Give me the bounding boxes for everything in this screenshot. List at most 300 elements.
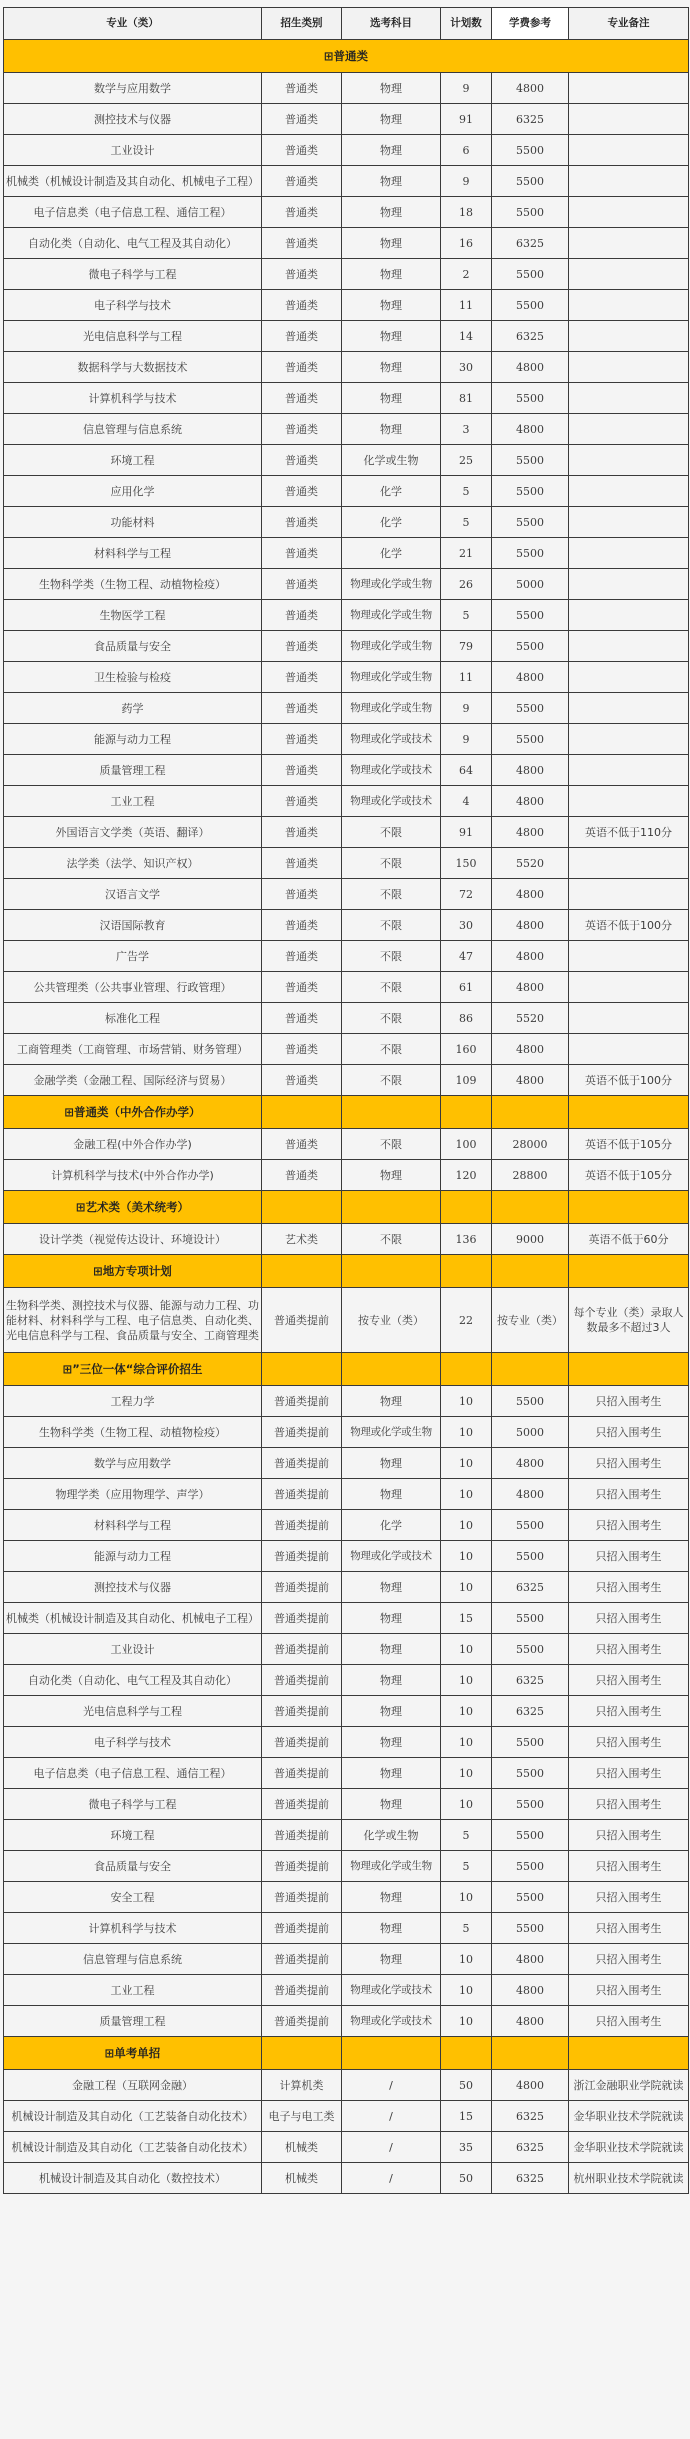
table-row xyxy=(4,1288,689,1353)
cell-plan-count: 4 xyxy=(441,786,492,817)
cell-subjects: 物理 xyxy=(342,1448,441,1479)
cell-tuition: 5500 xyxy=(492,1758,569,1789)
cell-subjects: 不限 xyxy=(342,817,441,848)
table-row xyxy=(4,2006,689,2037)
cell-admission-type: 普通类提前 xyxy=(262,1541,342,1572)
cell-subjects: 不限 xyxy=(342,1034,441,1065)
cell-admission-type: 普通类 xyxy=(262,910,342,941)
cell-subjects: 物理 xyxy=(342,135,441,166)
section-header-row[interactable] xyxy=(4,1353,689,1386)
cell-plan-count: 21 xyxy=(441,538,492,569)
cell-major: 光电信息科学与工程 xyxy=(4,1696,262,1727)
cell-tuition: 5500 xyxy=(492,507,569,538)
cell-tuition: 4800 xyxy=(492,755,569,786)
cell-major: 测控技术与仪器 xyxy=(4,104,262,135)
table-row xyxy=(4,972,689,1003)
cell-tuition: 6325 xyxy=(492,104,569,135)
cell-subjects: 物理或化学或生物 xyxy=(342,662,441,693)
cell-tuition: 4800 xyxy=(492,1944,569,1975)
cell-subjects: 物理 xyxy=(342,1634,441,1665)
cell-tuition: 5500 xyxy=(492,1603,569,1634)
cell-major: 能源与动力工程 xyxy=(4,1541,262,1572)
table-row xyxy=(4,786,689,817)
cell-remarks: 英语不低于110分 xyxy=(569,817,689,848)
cell-remarks: 杭州职业技术学院就读 xyxy=(569,2163,689,2194)
cell-plan-count: 30 xyxy=(441,910,492,941)
cell-tuition: 4800 xyxy=(492,910,569,941)
cell-admission-type: 电子与电工类 xyxy=(262,2101,342,2132)
table-row xyxy=(4,1975,689,2006)
table-row xyxy=(4,507,689,538)
table-row xyxy=(4,1913,689,1944)
cell-admission-type: 普通类 xyxy=(262,1160,342,1191)
table-header-row xyxy=(4,8,689,40)
section-empty-cell xyxy=(342,1096,441,1129)
table-row xyxy=(4,724,689,755)
cell-plan-count: 30 xyxy=(441,352,492,383)
section-empty-cell xyxy=(262,2037,342,2070)
cell-tuition: 5500 xyxy=(492,631,569,662)
table-row xyxy=(4,1386,689,1417)
cell-remarks: 只招入围考生 xyxy=(569,1758,689,1789)
table-row xyxy=(4,1417,689,1448)
cell-remarks xyxy=(569,135,689,166)
cell-tuition: 4800 xyxy=(492,73,569,104)
cell-major: 卫生检验与检疫 xyxy=(4,662,262,693)
table-row xyxy=(4,1789,689,1820)
cell-subjects: 不限 xyxy=(342,1065,441,1096)
cell-admission-type: 普通类 xyxy=(262,600,342,631)
cell-tuition: 4800 xyxy=(492,1034,569,1065)
cell-remarks: 只招入围考生 xyxy=(569,1479,689,1510)
cell-major: 设计学类（视觉传达设计、环境设计） xyxy=(4,1224,262,1255)
table-row xyxy=(4,290,689,321)
section-empty-cell xyxy=(262,1096,342,1129)
header-plan-count: 计划数 xyxy=(441,8,492,40)
cell-remarks xyxy=(569,848,689,879)
cell-major: 外国语言文学类（英语、翻译） xyxy=(4,817,262,848)
cell-plan-count: 150 xyxy=(441,848,492,879)
table-row xyxy=(4,879,689,910)
cell-major: 机械设计制造及其自动化（工艺装备自动化技术） xyxy=(4,2101,262,2132)
cell-admission-type: 机械类 xyxy=(262,2163,342,2194)
cell-tuition: 5000 xyxy=(492,1417,569,1448)
cell-plan-count: 10 xyxy=(441,2006,492,2037)
table-row xyxy=(4,414,689,445)
cell-major: 电子信息类（电子信息工程、通信工程） xyxy=(4,1758,262,1789)
cell-remarks xyxy=(569,569,689,600)
cell-subjects: 物理 xyxy=(342,259,441,290)
cell-major: 电子信息类（电子信息工程、通信工程） xyxy=(4,197,262,228)
cell-plan-count: 10 xyxy=(441,1479,492,1510)
cell-remarks: 英语不低于100分 xyxy=(569,910,689,941)
cell-admission-type: 普通类 xyxy=(262,135,342,166)
cell-plan-count: 10 xyxy=(441,1386,492,1417)
cell-subjects: 物理 xyxy=(342,104,441,135)
cell-plan-count: 5 xyxy=(441,1851,492,1882)
cell-subjects: 物理 xyxy=(342,228,441,259)
cell-tuition: 5500 xyxy=(492,166,569,197)
cell-tuition: 4800 xyxy=(492,1448,569,1479)
cell-remarks xyxy=(569,73,689,104)
cell-admission-type: 普通类提前 xyxy=(262,1417,342,1448)
section-header-row[interactable] xyxy=(4,40,689,73)
cell-admission-type: 普通类提前 xyxy=(262,1665,342,1696)
cell-admission-type: 普通类 xyxy=(262,414,342,445)
cell-subjects: 物理 xyxy=(342,352,441,383)
cell-plan-count: 91 xyxy=(441,817,492,848)
cell-admission-type: 普通类 xyxy=(262,879,342,910)
cell-remarks: 只招入围考生 xyxy=(569,1789,689,1820)
cell-subjects: 物理 xyxy=(342,1789,441,1820)
cell-subjects: 物理 xyxy=(342,290,441,321)
table-row xyxy=(4,2070,689,2101)
table-row xyxy=(4,352,689,383)
cell-admission-type: 普通类提前 xyxy=(262,1448,342,1479)
table-row xyxy=(4,1727,689,1758)
cell-admission-type: 普通类 xyxy=(262,383,342,414)
cell-admission-type: 普通类提前 xyxy=(262,1758,342,1789)
cell-tuition: 28000 xyxy=(492,1129,569,1160)
cell-plan-count: 50 xyxy=(441,2163,492,2194)
cell-tuition: 28800 xyxy=(492,1160,569,1191)
section-title[interactable]: ⊞地方专项计划 xyxy=(4,1255,262,1288)
cell-major: 数学与应用数学 xyxy=(4,1448,262,1479)
cell-tuition: 4800 xyxy=(492,414,569,445)
table-row xyxy=(4,1758,689,1789)
table-row xyxy=(4,259,689,290)
cell-admission-type: 普通类提前 xyxy=(262,1944,342,1975)
cell-plan-count: 5 xyxy=(441,507,492,538)
cell-subjects: 化学 xyxy=(342,538,441,569)
table-row xyxy=(4,848,689,879)
cell-major: 广告学 xyxy=(4,941,262,972)
cell-major: 材料科学与工程 xyxy=(4,538,262,569)
cell-subjects: / xyxy=(342,2132,441,2163)
table-row xyxy=(4,662,689,693)
cell-remarks xyxy=(569,1003,689,1034)
table-row xyxy=(4,1665,689,1696)
cell-subjects: 化学 xyxy=(342,1510,441,1541)
cell-tuition: 6325 xyxy=(492,228,569,259)
cell-subjects: 不限 xyxy=(342,879,441,910)
table-row xyxy=(4,166,689,197)
cell-major: 功能材料 xyxy=(4,507,262,538)
cell-subjects: 物理 xyxy=(342,166,441,197)
cell-remarks: 只招入围考生 xyxy=(569,1696,689,1727)
cell-remarks xyxy=(569,879,689,910)
cell-plan-count: 120 xyxy=(441,1160,492,1191)
cell-subjects: 物理或化学或技术 xyxy=(342,724,441,755)
section-title[interactable]: ⊞”三位一体“综合评价招生 xyxy=(4,1353,262,1386)
cell-major: 生物科学类（生物工程、动植物检疫） xyxy=(4,1417,262,1448)
cell-subjects: 物理 xyxy=(342,1944,441,1975)
cell-major: 药学 xyxy=(4,693,262,724)
cell-tuition: 4800 xyxy=(492,662,569,693)
cell-subjects: 物理 xyxy=(342,321,441,352)
cell-plan-count: 16 xyxy=(441,228,492,259)
table-row xyxy=(4,1603,689,1634)
cell-major: 机械类（机械设计制造及其自动化、机械电子工程） xyxy=(4,1603,262,1634)
cell-admission-type: 普通类提前 xyxy=(262,1913,342,1944)
cell-tuition: 5500 xyxy=(492,135,569,166)
cell-major: 电子科学与技术 xyxy=(4,290,262,321)
cell-remarks: 只招入围考生 xyxy=(569,1417,689,1448)
cell-subjects: / xyxy=(342,2163,441,2194)
section-header-row[interactable] xyxy=(4,1191,689,1224)
section-empty-cell xyxy=(441,1353,492,1386)
cell-tuition: 4800 xyxy=(492,941,569,972)
cell-subjects: 物理或化学或生物 xyxy=(342,1417,441,1448)
cell-subjects: 不限 xyxy=(342,1003,441,1034)
cell-major: 物理学类（应用物理学、声学） xyxy=(4,1479,262,1510)
cell-admission-type: 普通类提前 xyxy=(262,1510,342,1541)
cell-remarks: 只招入围考生 xyxy=(569,1851,689,1882)
section-empty-cell xyxy=(342,1353,441,1386)
cell-remarks: 只招入围考生 xyxy=(569,1634,689,1665)
cell-plan-count: 79 xyxy=(441,631,492,662)
cell-plan-count: 18 xyxy=(441,197,492,228)
cell-subjects: 不限 xyxy=(342,941,441,972)
cell-remarks: 只招入围考生 xyxy=(569,1975,689,2006)
cell-major: 汉语国际教育 xyxy=(4,910,262,941)
cell-major: 安全工程 xyxy=(4,1882,262,1913)
cell-admission-type: 普通类 xyxy=(262,197,342,228)
cell-tuition: 6325 xyxy=(492,1572,569,1603)
section-empty-cell xyxy=(342,1255,441,1288)
cell-subjects: 物理 xyxy=(342,197,441,228)
cell-plan-count: 10 xyxy=(441,1572,492,1603)
table-row xyxy=(4,538,689,569)
cell-major: 数学与应用数学 xyxy=(4,73,262,104)
section-empty-cell xyxy=(441,1255,492,1288)
cell-tuition: 5500 xyxy=(492,724,569,755)
section-empty-cell xyxy=(569,1255,689,1288)
section-title[interactable]: ⊞普通类 xyxy=(4,40,689,73)
cell-plan-count: 91 xyxy=(441,104,492,135)
cell-plan-count: 26 xyxy=(441,569,492,600)
section-empty-cell xyxy=(569,1191,689,1224)
cell-subjects: 物理 xyxy=(342,383,441,414)
cell-plan-count: 109 xyxy=(441,1065,492,1096)
cell-subjects: / xyxy=(342,2070,441,2101)
cell-tuition: 5500 xyxy=(492,290,569,321)
cell-tuition: 5500 xyxy=(492,197,569,228)
cell-tuition: 5500 xyxy=(492,1510,569,1541)
section-header-row[interactable] xyxy=(4,2037,689,2070)
cell-remarks: 只招入围考生 xyxy=(569,1541,689,1572)
table-row xyxy=(4,1479,689,1510)
cell-subjects: 物理 xyxy=(342,1665,441,1696)
cell-major: 生物科学类（生物工程、动植物检疫） xyxy=(4,569,262,600)
cell-remarks xyxy=(569,941,689,972)
cell-admission-type: 普通类 xyxy=(262,817,342,848)
cell-major: 机械类（机械设计制造及其自动化、机械电子工程） xyxy=(4,166,262,197)
cell-remarks xyxy=(569,662,689,693)
cell-remarks: 浙江金融职业学院就读 xyxy=(569,2070,689,2101)
cell-tuition: 5500 xyxy=(492,445,569,476)
cell-tuition: 4800 xyxy=(492,1479,569,1510)
cell-remarks xyxy=(569,259,689,290)
cell-plan-count: 14 xyxy=(441,321,492,352)
cell-tuition: 4800 xyxy=(492,786,569,817)
cell-major: 应用化学 xyxy=(4,476,262,507)
cell-plan-count: 10 xyxy=(441,1417,492,1448)
cell-remarks xyxy=(569,104,689,135)
cell-remarks xyxy=(569,1034,689,1065)
cell-admission-type: 普通类 xyxy=(262,724,342,755)
section-title[interactable]: ⊞艺术类（美术统考） xyxy=(4,1191,262,1224)
cell-major: 法学类（法学、知识产权） xyxy=(4,848,262,879)
cell-admission-type: 普通类提前 xyxy=(262,1634,342,1665)
cell-remarks: 英语不低于60分 xyxy=(569,1224,689,1255)
section-empty-cell xyxy=(342,2037,441,2070)
table-row xyxy=(4,321,689,352)
cell-subjects: 物理 xyxy=(342,1572,441,1603)
section-header-row[interactable] xyxy=(4,1255,689,1288)
cell-major: 工程力学 xyxy=(4,1386,262,1417)
cell-tuition: 6325 xyxy=(492,1696,569,1727)
table-row xyxy=(4,1541,689,1572)
cell-plan-count: 11 xyxy=(441,662,492,693)
cell-admission-type: 普通类 xyxy=(262,941,342,972)
cell-major: 质量管理工程 xyxy=(4,755,262,786)
cell-admission-type: 普通类 xyxy=(262,1065,342,1096)
cell-admission-type: 普通类 xyxy=(262,259,342,290)
table-row xyxy=(4,817,689,848)
cell-admission-type: 普通类 xyxy=(262,166,342,197)
cell-admission-type: 普通类 xyxy=(262,1129,342,1160)
cell-plan-count: 9 xyxy=(441,693,492,724)
cell-major: 工商管理类（工商管理、市场营销、财务管理） xyxy=(4,1034,262,1065)
cell-plan-count: 10 xyxy=(441,1634,492,1665)
cell-tuition: 5500 xyxy=(492,1913,569,1944)
cell-remarks xyxy=(569,166,689,197)
table-row xyxy=(4,941,689,972)
cell-remarks xyxy=(569,538,689,569)
cell-plan-count: 10 xyxy=(441,1696,492,1727)
cell-subjects: 物理或化学或技术 xyxy=(342,755,441,786)
cell-remarks: 只招入围考生 xyxy=(569,1448,689,1479)
cell-tuition: 5500 xyxy=(492,1386,569,1417)
cell-subjects: 物理 xyxy=(342,1479,441,1510)
cell-tuition: 5500 xyxy=(492,600,569,631)
table-row xyxy=(4,1129,689,1160)
cell-tuition: 6325 xyxy=(492,321,569,352)
section-title[interactable]: ⊞单考单招 xyxy=(4,2037,262,2070)
cell-tuition: 9000 xyxy=(492,1224,569,1255)
cell-tuition: 4800 xyxy=(492,879,569,910)
cell-subjects: 按专业（类） xyxy=(342,1288,441,1353)
cell-major: 环境工程 xyxy=(4,445,262,476)
cell-plan-count: 5 xyxy=(441,600,492,631)
cell-plan-count: 9 xyxy=(441,724,492,755)
cell-tuition: 5520 xyxy=(492,848,569,879)
cell-plan-count: 10 xyxy=(441,1789,492,1820)
cell-major: 工业工程 xyxy=(4,1975,262,2006)
section-empty-cell xyxy=(262,1353,342,1386)
cell-major: 计算机科学与技术 xyxy=(4,1913,262,1944)
cell-remarks xyxy=(569,755,689,786)
section-title[interactable]: ⊞普通类（中外合作办学） xyxy=(4,1096,262,1129)
table-row xyxy=(4,197,689,228)
cell-major: 食品质量与安全 xyxy=(4,1851,262,1882)
cell-subjects: 物理或化学或生物 xyxy=(342,1851,441,1882)
cell-remarks: 英语不低于105分 xyxy=(569,1160,689,1191)
cell-subjects: 物理 xyxy=(342,414,441,445)
section-empty-cell xyxy=(492,1255,569,1288)
cell-major: 自动化类（自动化、电气工程及其自动化） xyxy=(4,1665,262,1696)
table-row xyxy=(4,631,689,662)
cell-remarks: 只招入围考生 xyxy=(569,1572,689,1603)
cell-remarks xyxy=(569,724,689,755)
cell-admission-type: 普通类 xyxy=(262,73,342,104)
section-empty-cell xyxy=(569,2037,689,2070)
cell-admission-type: 普通类 xyxy=(262,507,342,538)
cell-subjects: 化学 xyxy=(342,476,441,507)
table-row xyxy=(4,1003,689,1034)
cell-subjects: 物理或化学或技术 xyxy=(342,1541,441,1572)
cell-tuition: 5500 xyxy=(492,538,569,569)
table-row xyxy=(4,1882,689,1913)
cell-major: 计算机科学与技术 xyxy=(4,383,262,414)
cell-admission-type: 普通类提前 xyxy=(262,1727,342,1758)
cell-remarks: 只招入围考生 xyxy=(569,1882,689,1913)
cell-remarks xyxy=(569,972,689,1003)
cell-remarks: 只招入围考生 xyxy=(569,1727,689,1758)
cell-subjects: 物理或化学或技术 xyxy=(342,2006,441,2037)
cell-subjects: 物理 xyxy=(342,1758,441,1789)
cell-subjects: 化学 xyxy=(342,507,441,538)
cell-remarks xyxy=(569,693,689,724)
cell-plan-count: 11 xyxy=(441,290,492,321)
cell-tuition: 4800 xyxy=(492,2070,569,2101)
cell-remarks xyxy=(569,476,689,507)
cell-admission-type: 普通类提前 xyxy=(262,1789,342,1820)
cell-plan-count: 2 xyxy=(441,259,492,290)
cell-major: 金融工程（互联网金融） xyxy=(4,2070,262,2101)
cell-subjects: 不限 xyxy=(342,848,441,879)
cell-remarks: 只招入围考生 xyxy=(569,1510,689,1541)
cell-remarks: 只招入围考生 xyxy=(569,1386,689,1417)
cell-plan-count: 50 xyxy=(441,2070,492,2101)
section-empty-cell xyxy=(492,1353,569,1386)
table-row xyxy=(4,1034,689,1065)
cell-major: 工业工程 xyxy=(4,786,262,817)
table-row xyxy=(4,755,689,786)
cell-subjects: 物理或化学或技术 xyxy=(342,786,441,817)
section-header-row[interactable] xyxy=(4,1096,689,1129)
cell-plan-count: 160 xyxy=(441,1034,492,1065)
section-empty-cell xyxy=(569,1096,689,1129)
table-row xyxy=(4,569,689,600)
cell-plan-count: 3 xyxy=(441,414,492,445)
cell-plan-count: 10 xyxy=(441,1758,492,1789)
cell-tuition: 5500 xyxy=(492,383,569,414)
cell-remarks: 金华职业技术学院就读 xyxy=(569,2101,689,2132)
cell-remarks: 只招入围考生 xyxy=(569,1665,689,1696)
cell-remarks: 每个专业（类）录取人数最多不超过3人 xyxy=(569,1288,689,1353)
cell-subjects: 不限 xyxy=(342,910,441,941)
cell-major: 标准化工程 xyxy=(4,1003,262,1034)
table-row xyxy=(4,2101,689,2132)
table-body xyxy=(4,40,689,2194)
cell-tuition: 5500 xyxy=(492,1541,569,1572)
cell-tuition: 4800 xyxy=(492,1975,569,2006)
cell-plan-count: 6 xyxy=(441,135,492,166)
cell-admission-type: 普通类提前 xyxy=(262,1572,342,1603)
cell-subjects: 物理 xyxy=(342,1160,441,1191)
